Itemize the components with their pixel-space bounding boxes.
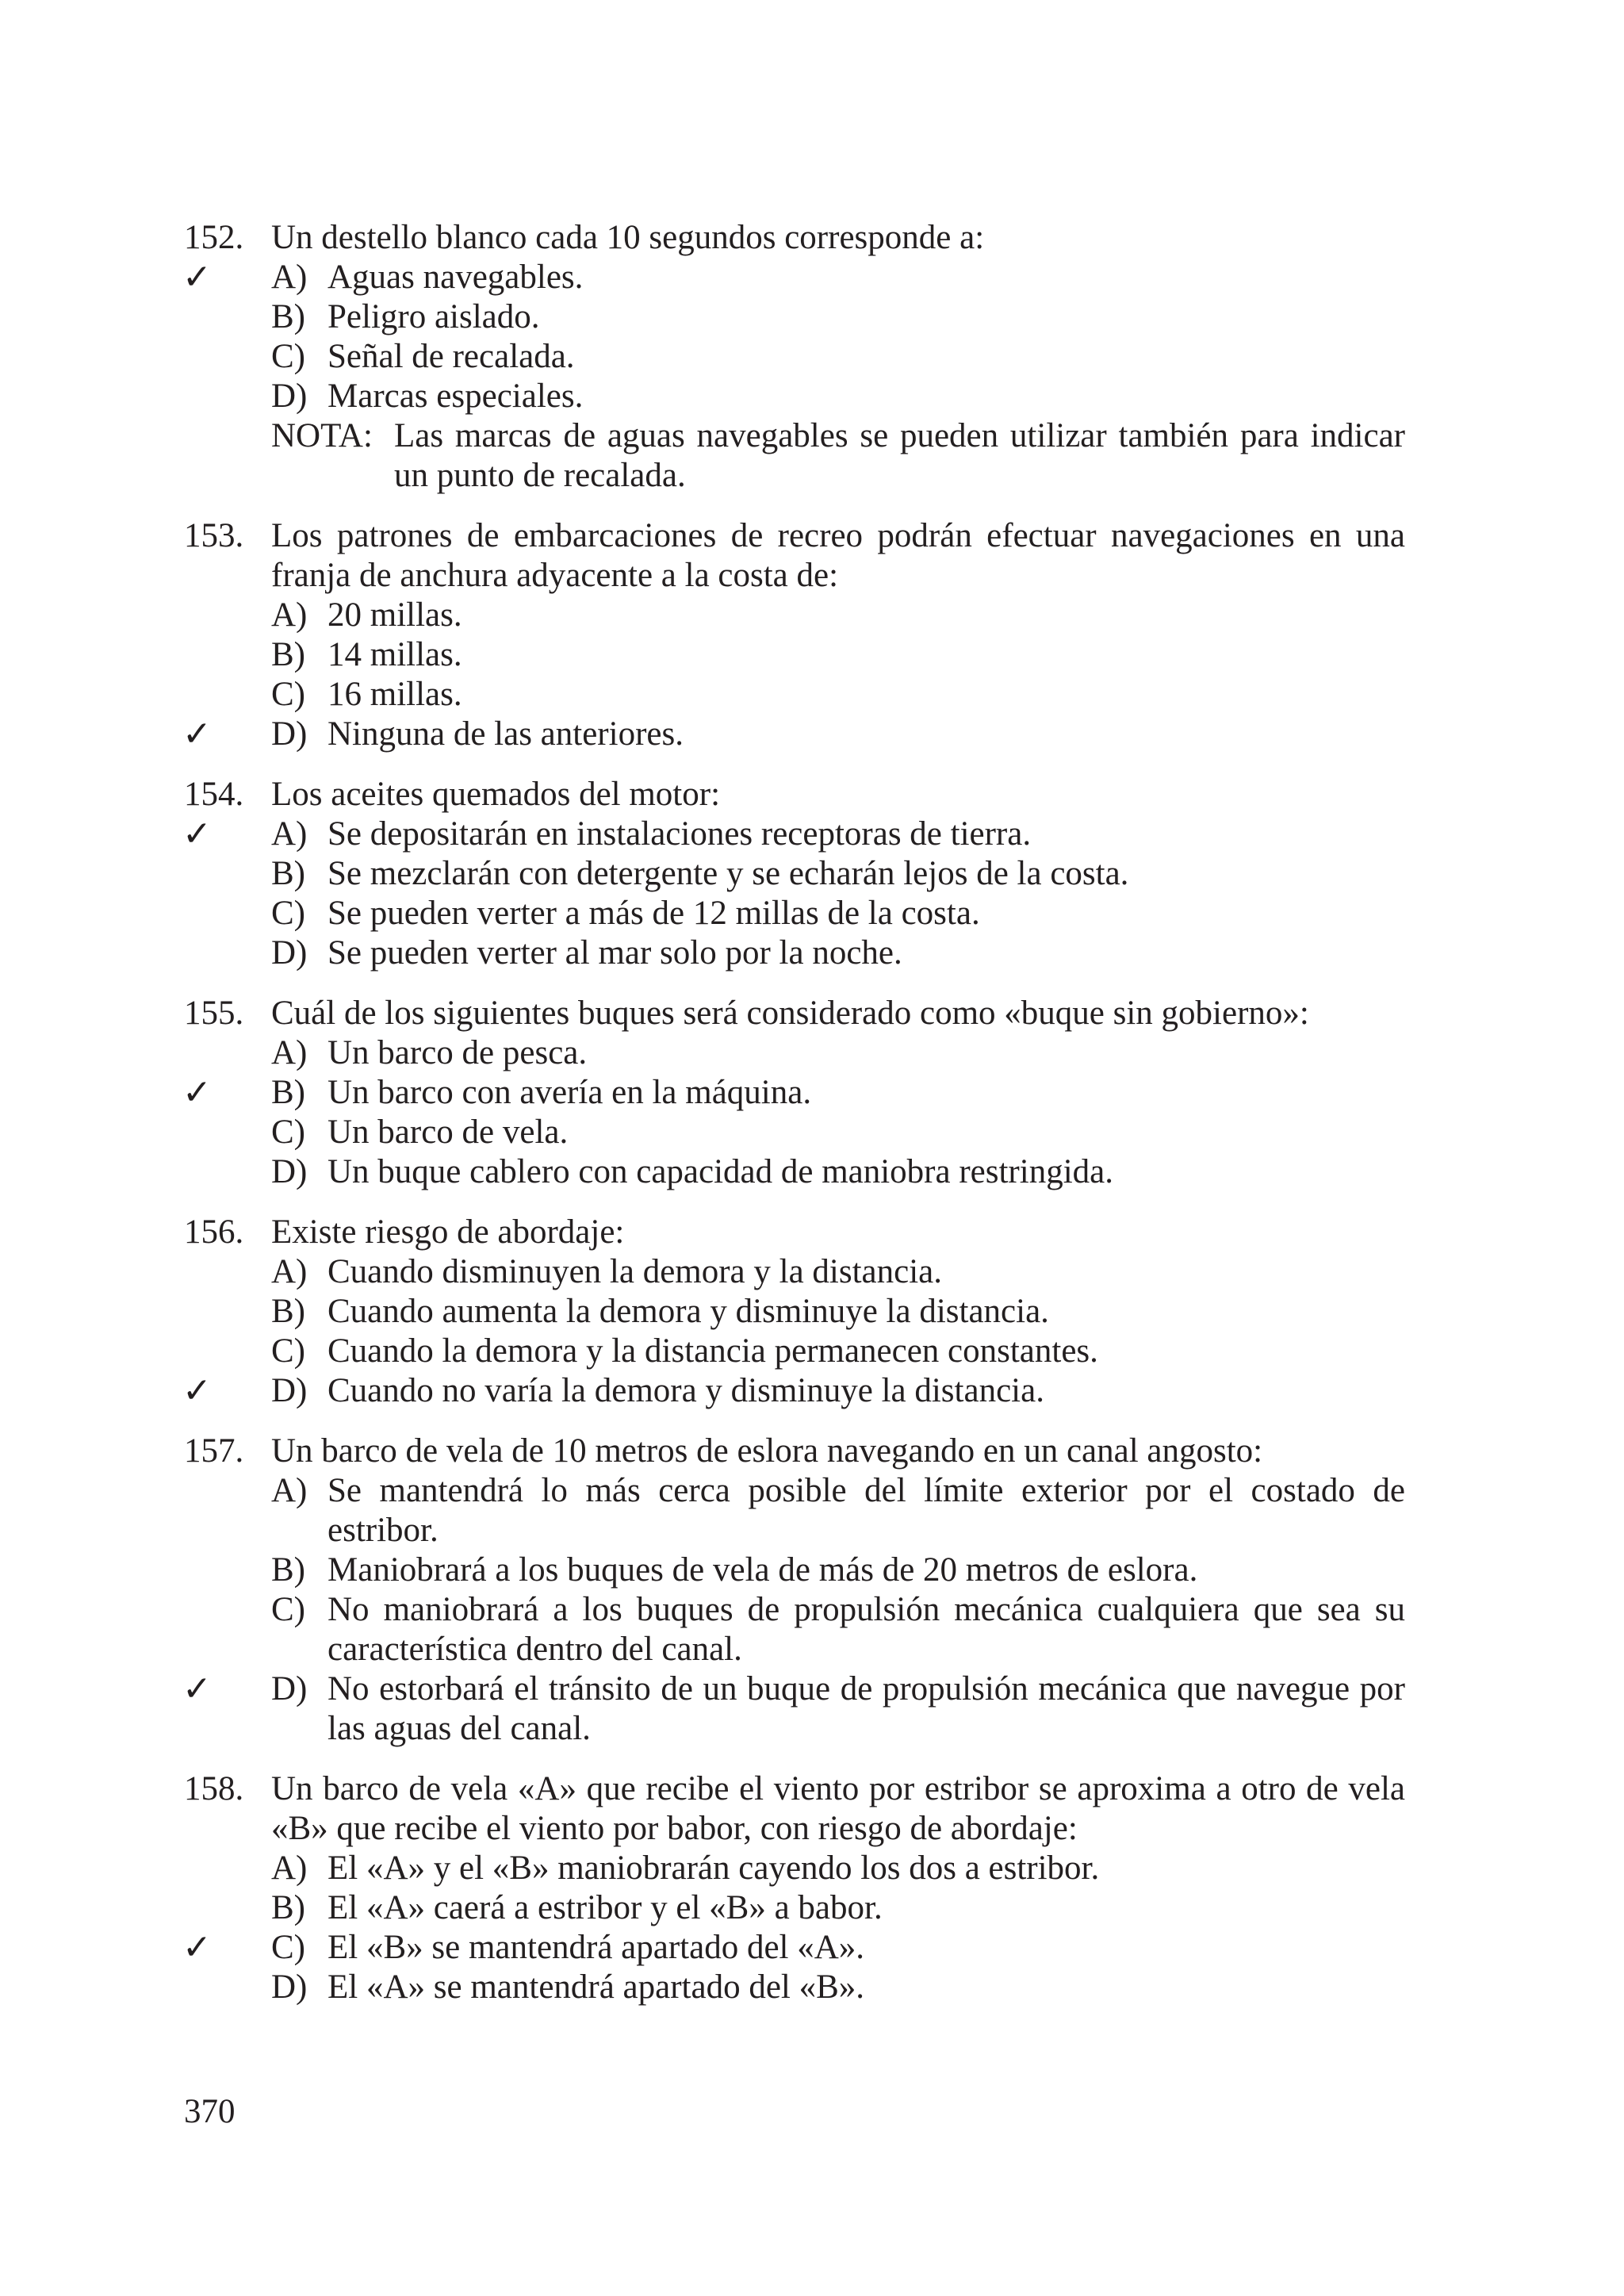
option-d xyxy=(184,1968,1405,2007)
question-154 xyxy=(184,775,1405,973)
option-letter: B) xyxy=(271,855,305,892)
option-letter: D) xyxy=(271,715,308,753)
option-letter: B) xyxy=(271,1293,305,1330)
option-text: Señal de recalada. xyxy=(327,338,575,375)
option-text: 14 millas. xyxy=(327,636,462,673)
option-letter: A) xyxy=(271,1253,308,1290)
option-b xyxy=(184,854,1405,894)
option-text: Un buque cablero con capacidad de maniobra restringida. xyxy=(327,1153,1113,1190)
option-c xyxy=(184,1590,1405,1669)
question-number: 155. xyxy=(184,995,244,1032)
option-letter: C) xyxy=(271,338,305,375)
option-letter: B) xyxy=(271,636,305,673)
option-letter: D) xyxy=(271,1153,308,1190)
option-text: Un barco con avería en la máquina. xyxy=(327,1074,812,1111)
question-text: Existe riesgo de abordaje: xyxy=(271,1213,625,1251)
option-c xyxy=(184,1332,1405,1371)
note xyxy=(184,416,1405,496)
option-b xyxy=(184,1292,1405,1332)
option-d xyxy=(184,377,1405,416)
option-letter: B) xyxy=(271,298,305,335)
option-letter: A) xyxy=(271,815,308,853)
check-mark-icon: ✓ xyxy=(182,1072,212,1113)
option-letter: A) xyxy=(271,1472,308,1509)
option-letter: D) xyxy=(271,1968,308,2006)
question-stem xyxy=(184,516,1405,596)
question-157 xyxy=(184,1432,1405,1749)
option-text: Cuando disminuyen la demora y la distancia. xyxy=(327,1253,943,1290)
option-text: 16 millas. xyxy=(327,676,462,713)
page-number: 370 xyxy=(184,2093,236,2130)
option-text: Se mezclarán con detergente y se echarán lejos de la costa. xyxy=(327,855,1129,892)
option-text: El «A» caerá a estribor y el «B» a babor. xyxy=(327,1889,883,1926)
option-letter: D) xyxy=(271,1670,308,1708)
question-number: 158. xyxy=(184,1770,244,1807)
option-text: Cuando la demora y la distancia permanecen constantes. xyxy=(327,1332,1098,1370)
option-letter: C) xyxy=(271,1332,305,1370)
question-text: Los aceites quemados del motor: xyxy=(271,776,721,813)
question-number: 153. xyxy=(184,517,244,554)
option-letter: D) xyxy=(271,934,308,972)
option-letter: A) xyxy=(271,1849,308,1887)
question-number: 156. xyxy=(184,1213,244,1251)
question-stem xyxy=(184,1213,1405,1252)
option-letter: C) xyxy=(271,895,305,932)
option-text: El «A» se mantendrá apartado del «B». xyxy=(327,1968,865,2006)
option-a xyxy=(184,1471,1405,1550)
option-text: 20 millas. xyxy=(327,596,462,634)
option-letter: A) xyxy=(271,596,308,634)
option-letter: D) xyxy=(271,378,308,415)
option-text: No estorbará el tránsito de un buque de propulsión mecánica que navegue por las aguas del canal. xyxy=(327,1670,1405,1747)
option-letter: C) xyxy=(271,1929,305,1966)
option-text: Aguas navegables. xyxy=(327,259,584,296)
check-mark-icon: ✓ xyxy=(182,257,212,297)
option-d xyxy=(184,1152,1405,1192)
option-b xyxy=(184,635,1405,675)
option-letter: D) xyxy=(271,1372,308,1409)
question-stem xyxy=(184,1769,1405,1849)
option-text: Se pueden verter al mar solo por la noche. xyxy=(327,934,902,972)
option-text: Marcas especiales. xyxy=(327,378,584,415)
question-text: Un destello blanco cada 10 segundos corresponde a: xyxy=(271,219,985,256)
option-b xyxy=(184,1888,1405,1928)
option-text: El «B» se mantendrá apartado del «A». xyxy=(327,1929,865,1966)
note-text: Las marcas de aguas navegables se pueden utilizar también para indicar un punto de recalada. xyxy=(394,417,1405,494)
option-a xyxy=(184,815,1405,854)
question-number: 157. xyxy=(184,1432,244,1470)
option-letter: B) xyxy=(271,1551,305,1589)
option-b xyxy=(184,1073,1405,1113)
option-text: Se pueden verter a más de 12 millas de la costa. xyxy=(327,895,980,932)
option-d xyxy=(184,933,1405,973)
question-text: Cuál de los siguientes buques será considerado como «buque sin gobierno»: xyxy=(271,995,1309,1032)
option-text: Se mantendrá lo más cerca posible del límite exterior por el costado de estribor. xyxy=(327,1472,1405,1549)
option-text: Maniobrará a los buques de vela de más de 20 metros de eslora. xyxy=(327,1551,1198,1589)
question-number: 154. xyxy=(184,776,244,813)
option-text: Un barco de vela. xyxy=(327,1114,569,1151)
question-list xyxy=(184,218,1405,2028)
option-text: Ninguna de las anteriores. xyxy=(327,715,684,753)
question-stem xyxy=(184,1432,1405,1471)
question-155 xyxy=(184,994,1405,1192)
option-text: Cuando no varía la demora y disminuye la distancia. xyxy=(327,1372,1044,1409)
note-label: NOTA: xyxy=(271,417,373,454)
option-c xyxy=(184,1113,1405,1152)
option-c xyxy=(184,675,1405,715)
option-c xyxy=(184,894,1405,933)
question-stem xyxy=(184,994,1405,1033)
option-letter: C) xyxy=(271,676,305,713)
option-text: Peligro aislado. xyxy=(327,298,540,335)
option-letter: B) xyxy=(271,1074,305,1111)
question-stem xyxy=(184,775,1405,815)
question-152 xyxy=(184,218,1405,496)
question-stem xyxy=(184,218,1405,258)
option-a xyxy=(184,1849,1405,1888)
question-153 xyxy=(184,516,1405,754)
option-text: El «A» y el «B» maniobrarán cayendo los dos a estribor. xyxy=(327,1849,1100,1887)
check-mark-icon: ✓ xyxy=(182,714,212,754)
option-text: Un barco de pesca. xyxy=(327,1034,588,1071)
option-a xyxy=(184,258,1405,297)
option-letter: A) xyxy=(271,1034,308,1071)
option-d xyxy=(184,1371,1405,1411)
option-text: No maniobrará a los buques de propulsión mecánica cualquiera que sea su característica dentro del canal. xyxy=(327,1591,1405,1668)
option-d xyxy=(184,715,1405,754)
check-mark-icon: ✓ xyxy=(182,814,212,854)
check-mark-icon: ✓ xyxy=(182,1370,212,1411)
option-text: Cuando aumenta la demora y disminuye la distancia. xyxy=(327,1293,1049,1330)
option-text: Se depositarán en instalaciones receptoras de tierra. xyxy=(327,815,1032,853)
question-158 xyxy=(184,1769,1405,2007)
option-letter: C) xyxy=(271,1591,305,1628)
option-letter: B) xyxy=(271,1889,305,1926)
option-c xyxy=(184,1928,1405,1968)
option-a xyxy=(184,1033,1405,1073)
option-letter: C) xyxy=(271,1114,305,1151)
check-mark-icon: ✓ xyxy=(182,1927,212,1968)
option-c xyxy=(184,337,1405,377)
question-156 xyxy=(184,1213,1405,1411)
question-text: Un barco de vela «A» que recibe el viento por estribor se aproxima a otro de vela «B» que recibe el viento por babor, con riesgo de abordaje: xyxy=(271,1770,1405,1847)
question-text: Un barco de vela de 10 metros de eslora navegando en un canal angosto: xyxy=(271,1432,1263,1470)
option-letter: A) xyxy=(271,259,308,296)
option-d xyxy=(184,1669,1405,1749)
option-b xyxy=(184,1550,1405,1590)
option-a xyxy=(184,596,1405,635)
option-a xyxy=(184,1252,1405,1292)
check-mark-icon: ✓ xyxy=(182,1669,212,1709)
question-number: 152. xyxy=(184,219,244,256)
question-text: Los patrones de embarcaciones de recreo podrán efectuar navegaciones en una franja de anchura adyacente a la costa de: xyxy=(271,517,1405,594)
option-b xyxy=(184,297,1405,337)
